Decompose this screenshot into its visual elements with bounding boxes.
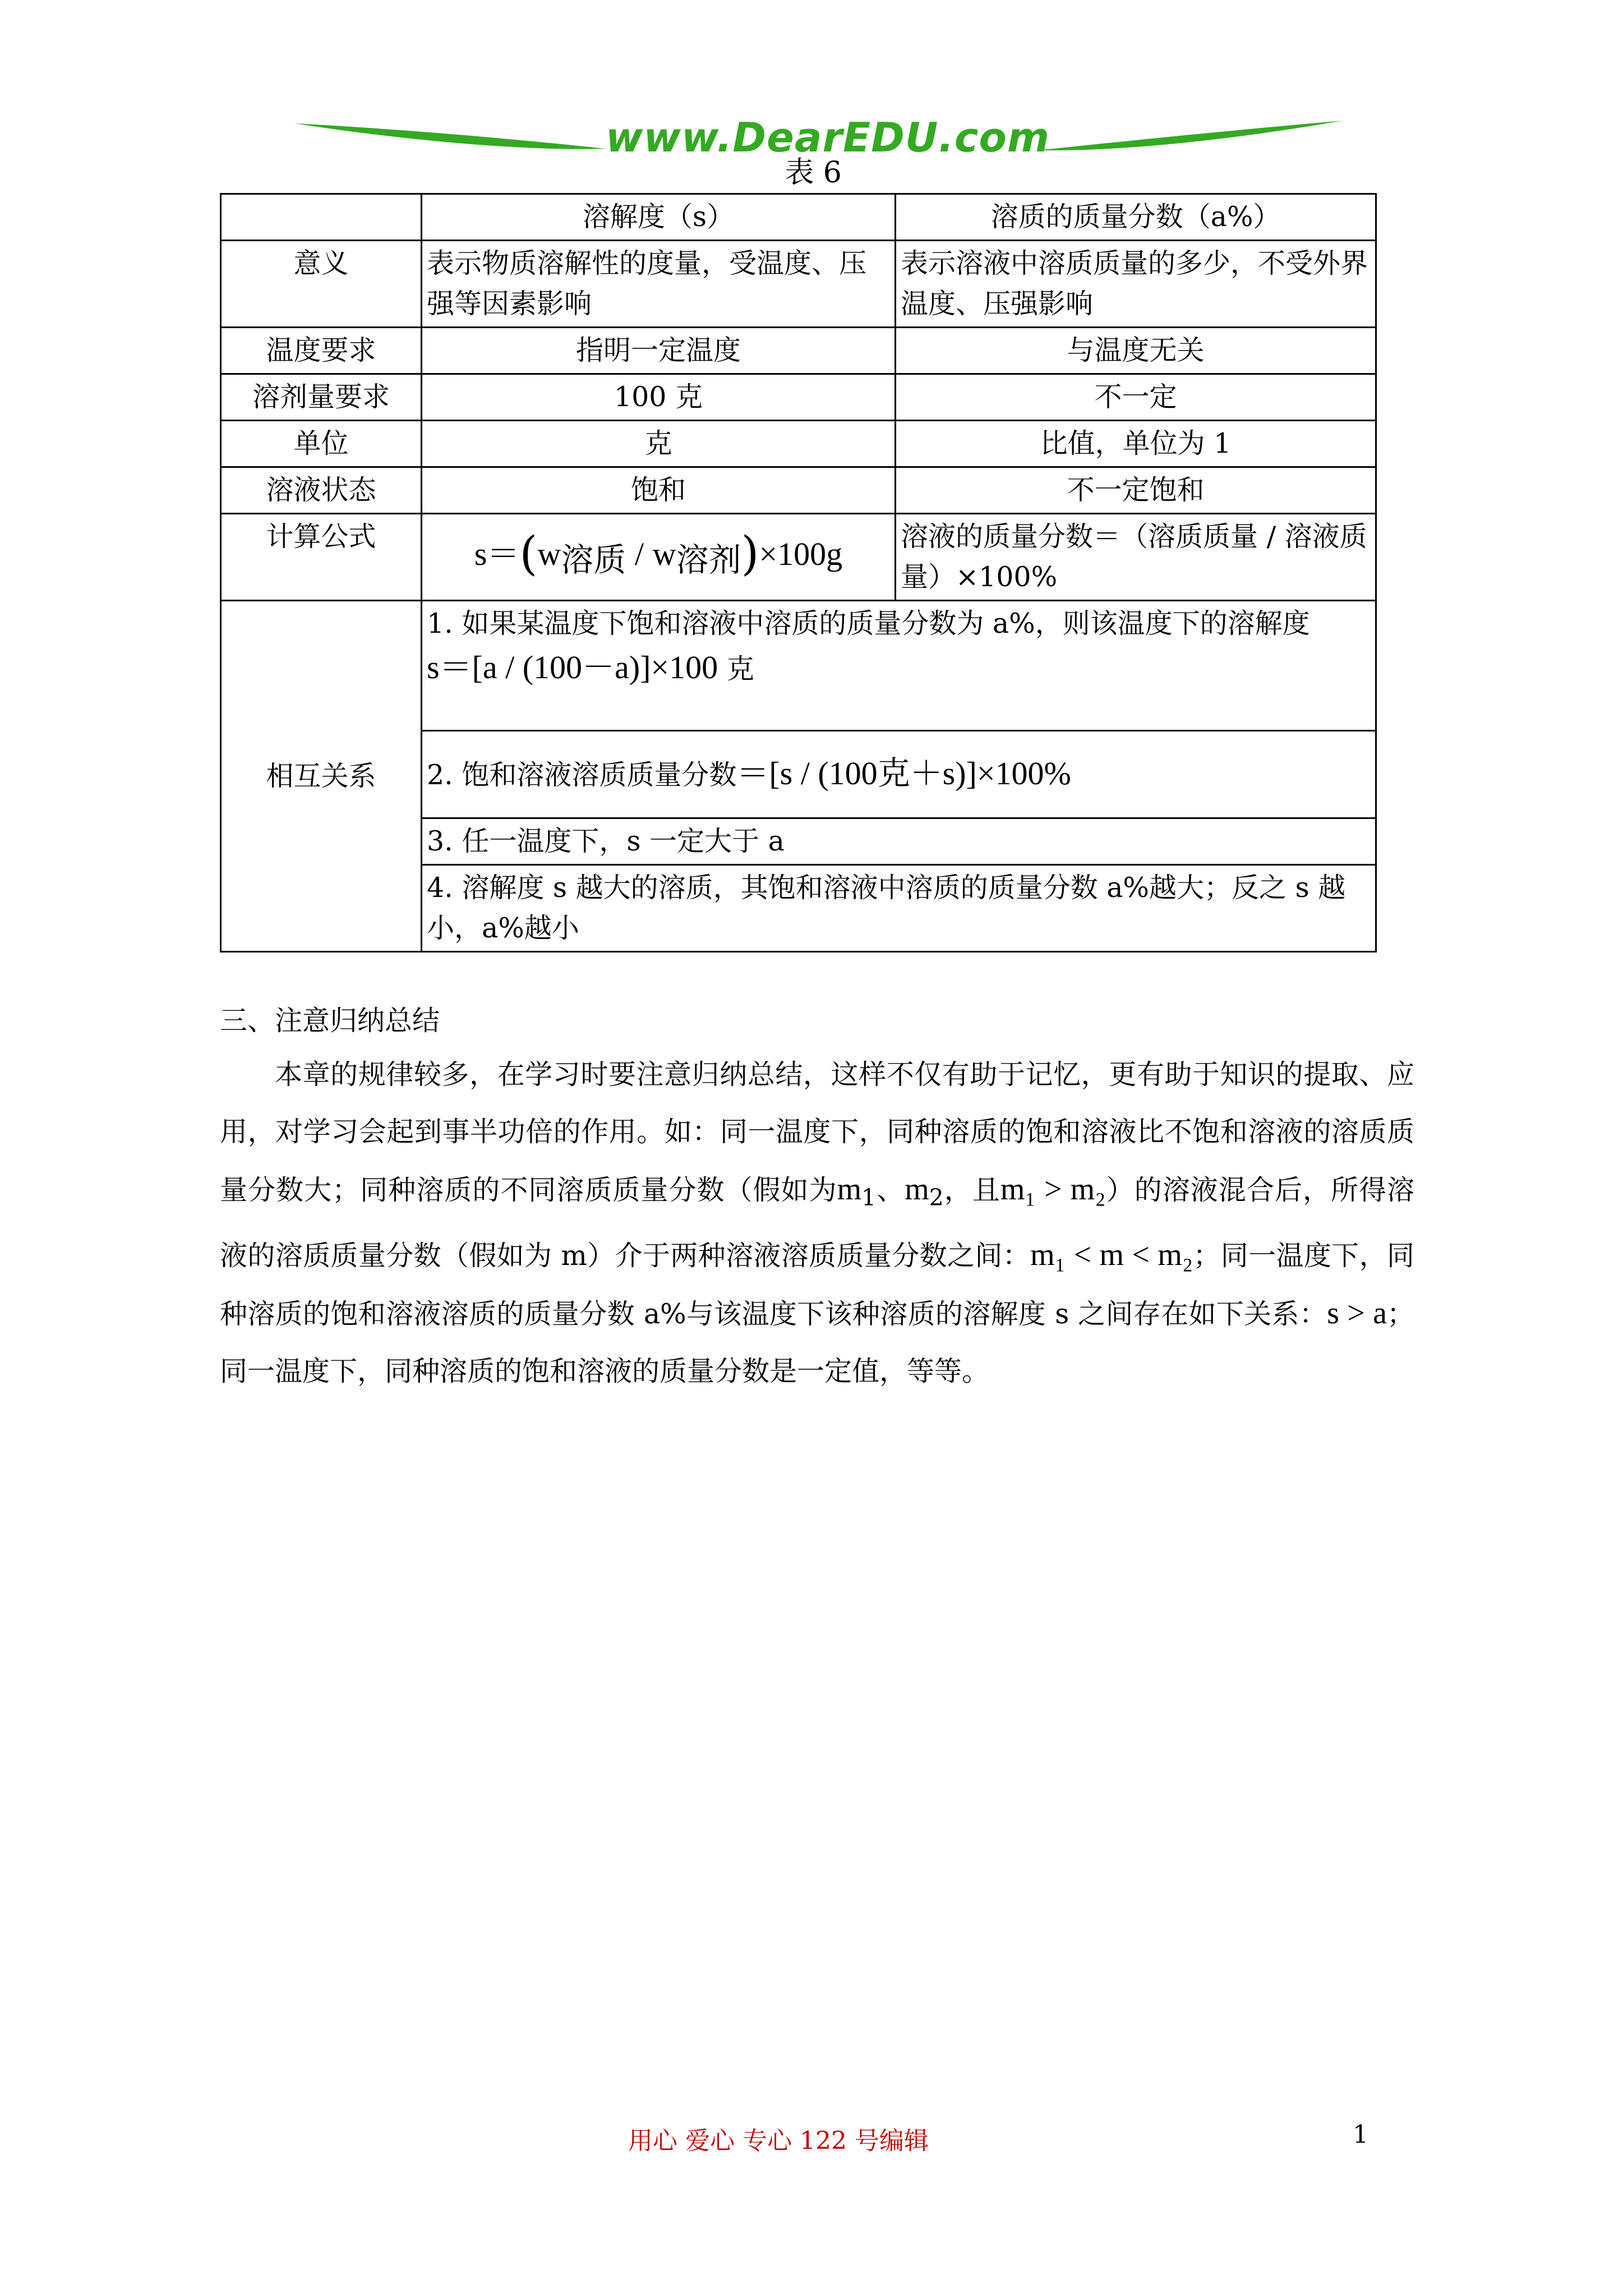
- page-number: 1: [1353, 2120, 1368, 2149]
- formula-sub-solute: 溶质: [561, 541, 626, 578]
- row-label: 意义: [221, 241, 422, 328]
- footer-text: 用心 爱心 专心 122 号编辑: [628, 2127, 929, 2155]
- relation-text: 1. 如果某温度下饱和溶液中溶质的质量分数为 a%，则该温度下的溶解度: [427, 608, 1310, 639]
- relation-formula: s＝[a / (100－a)]×100: [427, 649, 718, 685]
- inequality-3: s > a: [1327, 1295, 1387, 1331]
- cell-solubility: 100 克: [422, 374, 896, 421]
- var-sub2: 2: [929, 1184, 944, 1211]
- var-sub1: 1: [861, 1184, 877, 1211]
- para-text: ）的溶液混合后，所得溶液的溶质质量分数（假如为 m）介于两种溶液溶质质量分数之间：: [220, 1174, 1414, 1272]
- solubility-formula: [422, 514, 896, 601]
- relation-item-2: [422, 731, 1376, 818]
- para-text: ；同一温度下，同种溶质的饱和溶液溶质的质量分数 a%与该温度下该种溶质的溶解度 s 之间存在如下关系：: [220, 1239, 1414, 1330]
- row-label-relation: 相互关系: [221, 601, 422, 952]
- cell-solubility: 克: [422, 421, 896, 467]
- summary-section: [220, 996, 1414, 1400]
- relation-formula: ＝[s / (100克＋s)]×100%: [736, 755, 1071, 792]
- cell-mass-fraction: 不一定: [896, 374, 1376, 421]
- formula-tail: ×100g: [759, 535, 843, 572]
- comparison-table: [220, 193, 1377, 953]
- formula-paren-close: ): [741, 527, 759, 581]
- row-label: 计算公式: [221, 514, 422, 601]
- table-row: [221, 421, 1376, 467]
- para-sep: 、: [876, 1174, 905, 1206]
- formula-slash: /: [634, 535, 644, 572]
- summary-paragraph: [220, 1046, 1414, 1400]
- header-cell-mass-fraction: 溶质的质量分数（a%）: [896, 194, 1376, 241]
- relation-item-4: 4. 溶解度 s 越大的溶质，其饱和溶液中溶质的质量分数 a%越大；反之 s 越小，a%越小: [422, 865, 1376, 952]
- formula-w: w: [652, 535, 676, 572]
- site-logo[interactable]: www.DearEDU.com: [606, 114, 1050, 161]
- table-row: [221, 514, 1376, 601]
- table-caption: 表 6: [785, 156, 842, 190]
- row-label: 溶液状态: [221, 467, 422, 514]
- formula-lhs: s＝: [474, 535, 520, 572]
- relation-item-3: 3. 任一温度下，s 一定大于 a: [422, 818, 1376, 865]
- var-m1: m: [837, 1172, 862, 1207]
- row-label: 单位: [221, 421, 422, 467]
- relation-item-1: [422, 601, 1376, 731]
- cell-mass-fraction: 与温度无关: [896, 328, 1376, 374]
- para-text: ；同一温度下，同种溶质的饱和溶液的质量分数是一定值，等等。: [220, 1297, 1414, 1387]
- inequality-2: m₁ < m < m₂: [1030, 1237, 1193, 1272]
- row-label: 溶剂量要求: [221, 374, 422, 421]
- section-title: 三、注意归纳总结: [220, 1005, 440, 1037]
- header-cell-empty: [221, 194, 422, 241]
- formula-sub-solvent: 溶剂: [676, 541, 741, 578]
- table-header-row: [221, 194, 1376, 241]
- row-label: 温度要求: [221, 328, 422, 374]
- para-text: ，且: [943, 1174, 1000, 1206]
- formula-paren-open: (: [519, 527, 538, 581]
- header-cell-solubility: 溶解度（s）: [422, 194, 896, 241]
- cell-solubility: 饱和: [422, 467, 896, 514]
- cell-mass-fraction: 不一定饱和: [896, 467, 1376, 514]
- table-row-relation: [221, 601, 1376, 731]
- table-row: [221, 374, 1376, 421]
- var-m2: m: [905, 1172, 929, 1207]
- formula-w: w: [537, 535, 561, 572]
- table-row: [221, 467, 1376, 514]
- relation-text: 2. 饱和溶液溶质质量分数: [427, 759, 737, 791]
- cell-mass-fraction: 表示溶液中溶质质量的多少，不受外界温度、压强影响: [896, 241, 1376, 328]
- inequality-1: m₁ > m₂: [1000, 1172, 1106, 1207]
- cell-solubility: 表示物质溶解性的度量，受温度、压强等因素影响: [422, 241, 896, 328]
- cell-solubility: 指明一定温度: [422, 328, 896, 374]
- table-row: [221, 241, 1376, 328]
- cell-mass-fraction: 比值，单位为 1: [896, 421, 1376, 467]
- cell-mass-fraction: 溶液的质量分数＝（溶质质量 / 溶液质量）×100%: [896, 514, 1376, 601]
- table-row: [221, 328, 1376, 374]
- para-text: 本章的规律较多，在学习时要注意归纳总结，这样不仅有助于记忆，更有助于知识的提取、应用，对学习会起到事半功倍的作用。如：同一温度下，同种溶质的饱和溶液比不饱和溶液的溶质质量分数大；同种溶质的不同溶质质量分数（假如为: [220, 1059, 1414, 1206]
- relation-unit: 克: [726, 653, 754, 685]
